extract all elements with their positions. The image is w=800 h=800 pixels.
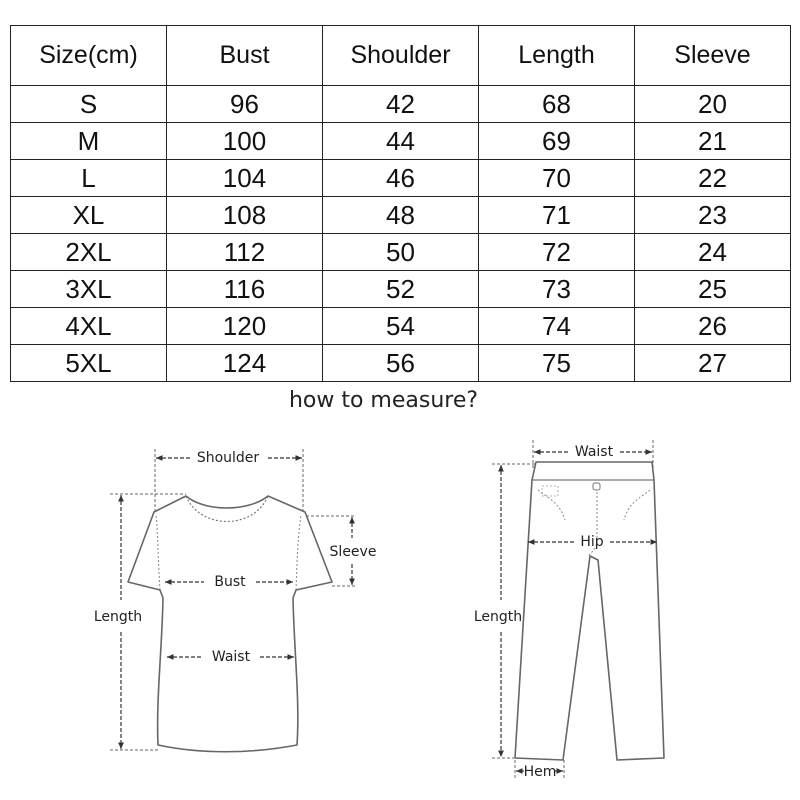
pants-label-length: Length xyxy=(473,609,523,625)
cell-sleeve: 26 xyxy=(635,308,791,345)
header-sleeve: Sleeve xyxy=(635,26,791,86)
pants-button xyxy=(593,483,600,490)
cell-sleeve: 23 xyxy=(635,197,791,234)
header-shoulder: Shoulder xyxy=(323,26,479,86)
header-bust: Bust xyxy=(167,26,323,86)
cell-shoulder: 56 xyxy=(323,345,479,382)
cell-length: 72 xyxy=(479,234,635,271)
cell-sleeve: 22 xyxy=(635,160,791,197)
header-length: Length xyxy=(479,26,635,86)
how-to-measure-title: how to measure? xyxy=(288,388,479,413)
pants-label-hip: Hip xyxy=(580,534,604,550)
tshirt-label-waist: Waist xyxy=(211,649,251,665)
tshirt-outline xyxy=(128,496,332,752)
pants-label-waist: Waist xyxy=(574,444,614,460)
cell-bust: 112 xyxy=(167,234,323,271)
tshirt-sleeve-seam-right xyxy=(296,515,301,590)
pants-pocket-left xyxy=(538,490,565,520)
pants-illustration xyxy=(515,462,664,760)
tshirt-label-length: Length xyxy=(93,609,143,625)
cell-bust: 116 xyxy=(167,271,323,308)
cell-length: 68 xyxy=(479,86,635,123)
cell-length: 70 xyxy=(479,160,635,197)
tshirt-illustration xyxy=(128,496,332,752)
pants-coin-pocket xyxy=(542,486,558,496)
cell-bust: 96 xyxy=(167,86,323,123)
cell-shoulder: 44 xyxy=(323,123,479,160)
pants-label-hem: Hem xyxy=(523,764,557,780)
cell-sleeve: 20 xyxy=(635,86,791,123)
cell-length: 73 xyxy=(479,271,635,308)
cell-shoulder: 46 xyxy=(323,160,479,197)
cell-shoulder: 42 xyxy=(323,86,479,123)
header-size: Size(cm) xyxy=(11,26,167,86)
tshirt-label-bust: Bust xyxy=(214,574,246,590)
pants-pocket-right xyxy=(624,490,650,520)
cell-bust: 104 xyxy=(167,160,323,197)
cell-size: XL xyxy=(11,197,167,234)
tshirt-label-sleeve: Sleeve xyxy=(329,544,377,560)
cell-sleeve: 27 xyxy=(635,345,791,382)
cell-size: 4XL xyxy=(11,308,167,345)
cell-shoulder: 50 xyxy=(323,234,479,271)
cell-sleeve: 25 xyxy=(635,271,791,308)
cell-shoulder: 54 xyxy=(323,308,479,345)
cell-length: 69 xyxy=(479,123,635,160)
tshirt-sleeve-seam-left xyxy=(156,515,160,590)
cell-sleeve: 21 xyxy=(635,123,791,160)
cell-shoulder: 48 xyxy=(323,197,479,234)
cell-bust: 108 xyxy=(167,197,323,234)
tshirt-label-shoulder: Shoulder xyxy=(196,450,260,466)
cell-shoulder: 52 xyxy=(323,271,479,308)
cell-bust: 100 xyxy=(167,123,323,160)
cell-size: 3XL xyxy=(11,271,167,308)
cell-sleeve: 24 xyxy=(635,234,791,271)
cell-size: S xyxy=(11,86,167,123)
cell-size: M xyxy=(11,123,167,160)
pants-outline xyxy=(515,462,664,760)
cell-length: 71 xyxy=(479,197,635,234)
cell-length: 75 xyxy=(479,345,635,382)
tshirt-dimensions xyxy=(94,449,377,750)
cell-size: L xyxy=(11,160,167,197)
cell-bust: 120 xyxy=(167,308,323,345)
cell-length: 74 xyxy=(479,308,635,345)
cell-bust: 124 xyxy=(167,345,323,382)
cell-size: 5XL xyxy=(11,345,167,382)
pants-dimensions xyxy=(474,440,657,780)
cell-size: 2XL xyxy=(11,234,167,271)
